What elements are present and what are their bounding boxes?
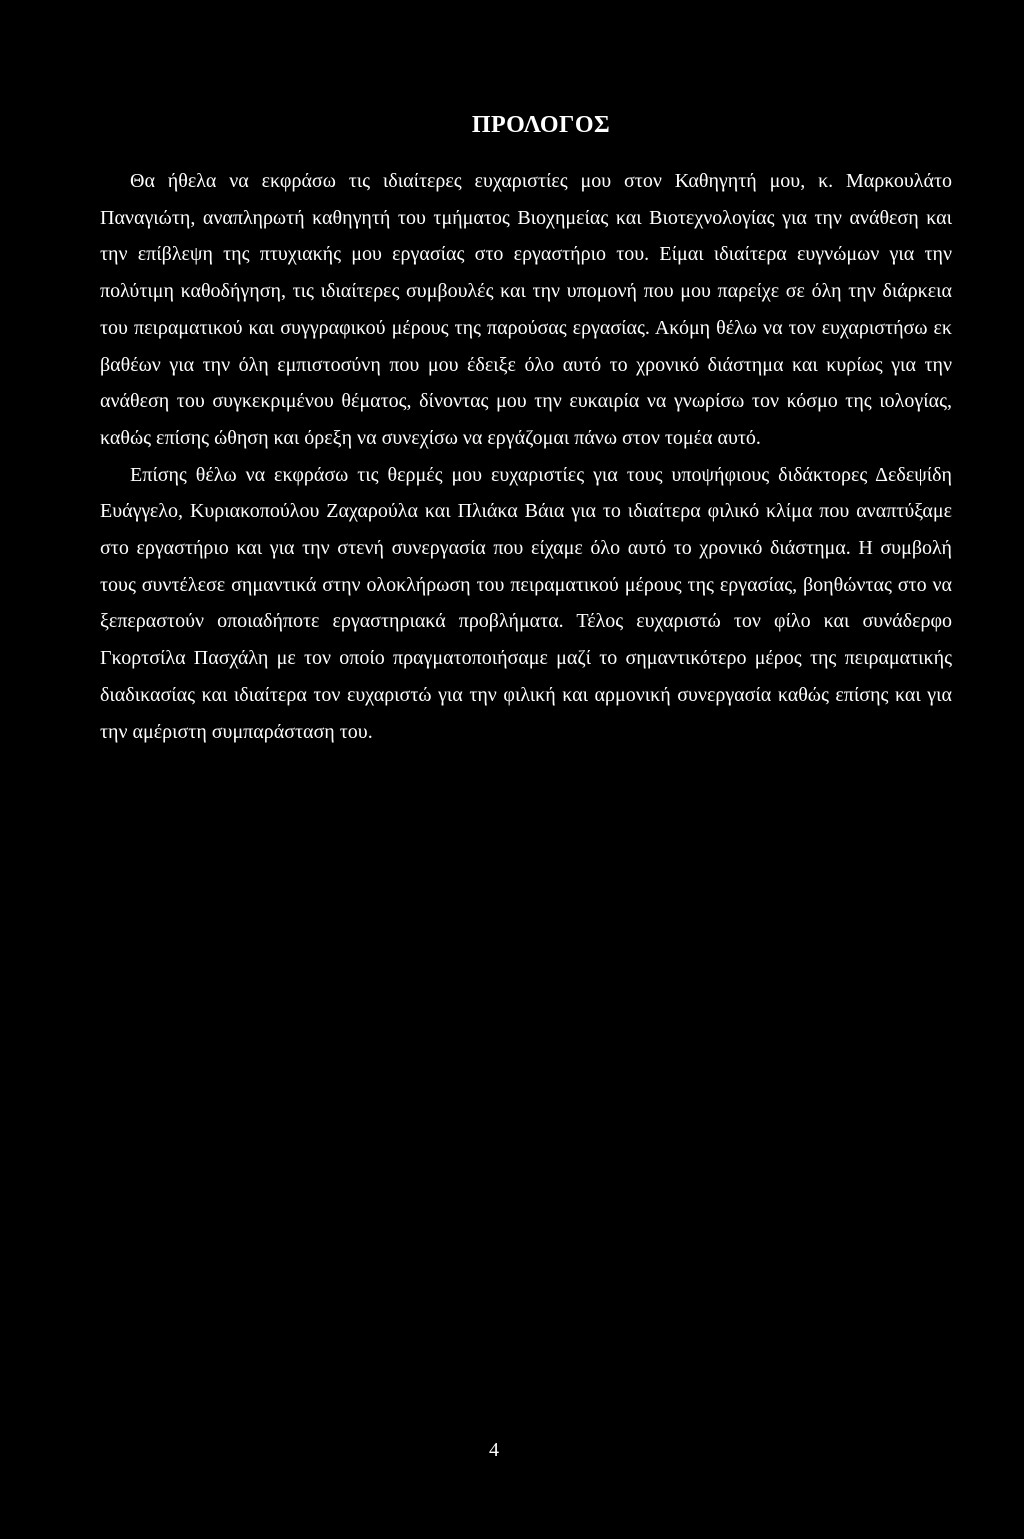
paragraph-1: Θα ήθελα να εκφράσω τις ιδιαίτερες ευχαριστίες μου στον Καθηγητή μου, κ. Μαρκουλάτο Παναγιώτη, αναπληρωτή καθηγητή του τμήματος Βιοχημείας και Βιοτεχνολογίας για την ανάθεση και την επίβλεψη της πτυχιακής μου εργασίας στο εργαστήριο του. Είμαι ιδιαίτερα ευγνώμων για την πολύτιμη καθοδήγηση, τις ιδιαίτερες συμβουλές και την υπομονή που μου παρείχε σε όλη την διάρκεια του πειραματικού και συγγραφικού μέρους της παρούσας εργασίας. Ακόμη θέλω να τον ευχαριστήσω εκ βαθέων για την όλη εμπιστοσύνη που μου έδειξε όλο αυτό το χρονικό διάστημα και κυρίως για την ανάθεση του συγκεκριμένου θέματος, δίνοντας μου την ευκαιρία να γνωρίσω τον κόσμο της ιολογίας, καθώς επίσης ώθηση και όρεξη να συνεχίσω να εργάζομαι πάνω στον τομέα αυτό. [100, 170, 952, 449]
page-title: ΠΡΟΛΟΓΟΣ [471, 112, 611, 138]
paragraph-2: Επίσης θέλω να εκφράσω τις θερμές μου ευχαριστίες για τους υποψήφιους διδάκτορες Δεδεψίδη Ευάγγελο, Κυριακοπούλου Ζαχαρούλα και Πλιάκα Βάια για το ιδιαίτερα φιλικό κλίμα που αναπτύξαμε στο εργαστήριο και για την στενή συνεργασία που είχαμε όλο αυτό το χρονικό διάστημα. Η συμβολή τους συντέλεσε σημαντικά στην ολοκλήρωση του πειραματικού μέρους της εργασίας, βοηθώντας στο να ξεπεραστούν οποιαδήποτε εργαστηριακά προβλήματα. Τέλος ευχαριστώ τον φίλο και συνάδερφο Γκορτσίλα Πασχάλη με τον οποίο πραγματοποιήσαμε μαζί το σημαντικότερο μέρος της πειραματικής διαδικασίας και ιδιαίτερα τον ευχαριστώ για την φιλική και αρμονική συνεργασία καθώς επίσης και για την αμέριστη συμπαράσταση του. [100, 463, 952, 743]
body-text [100, 163, 952, 750]
page-number: 4 [489, 1439, 499, 1461]
